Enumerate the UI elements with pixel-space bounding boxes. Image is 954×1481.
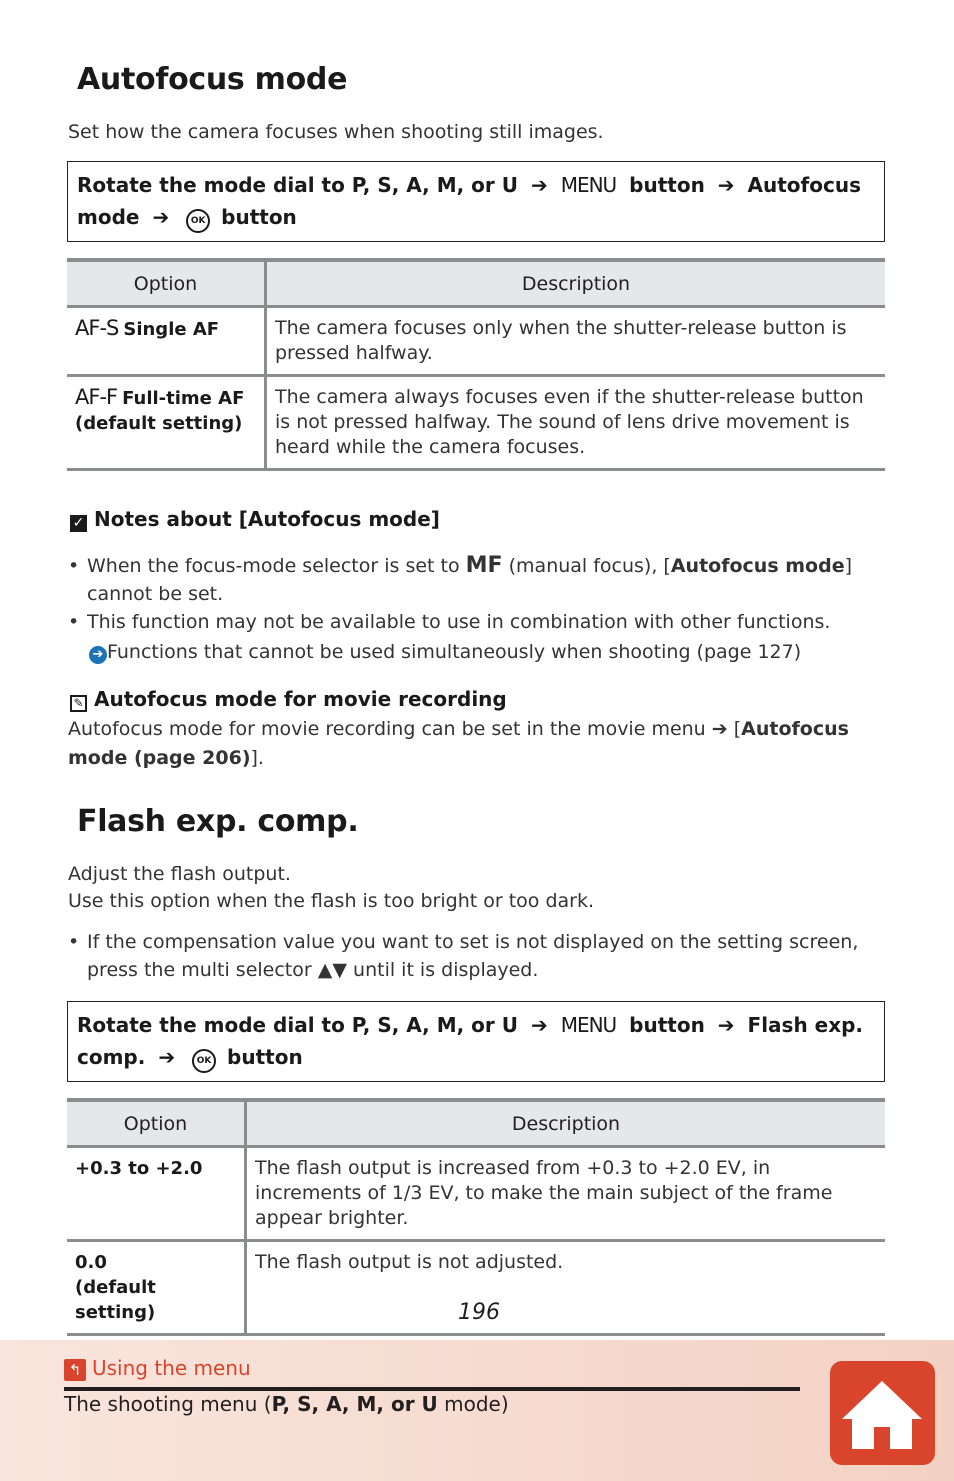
option-cell: 0.0 (default setting) <box>67 1241 246 1335</box>
menu-icon: MENU <box>560 173 617 197</box>
af-s-icon: AF-S <box>75 316 119 340</box>
section-title-autofocus: Autofocus mode <box>77 62 348 97</box>
col-header-description: Description <box>266 260 886 307</box>
back-link[interactable]: ↰ Using the menu <box>64 1356 251 1381</box>
home-icon <box>830 1361 935 1465</box>
multi-selector-up-down-icon: ▲▼ <box>317 959 347 981</box>
cross-reference-link[interactable]: ➔ Functions that cannot be used simultaneously when shooting (page 127) <box>89 638 884 666</box>
option-cell: +0.3 to +2.0 <box>67 1147 246 1241</box>
table-row <box>67 376 885 470</box>
ok-button-icon: OK <box>186 209 210 233</box>
af-f-icon: AF-F <box>75 385 118 409</box>
autofocus-options-table <box>67 258 885 471</box>
movie-text: Autofocus mode for movie recording can be set in the movie menu ➔ [Autofocus mode (page 206)]. <box>68 718 849 769</box>
arrow-right-icon: ➔ <box>530 173 548 197</box>
section-title-flash: Flash exp. comp. <box>77 804 359 839</box>
ok-button-icon: OK <box>192 1049 216 1073</box>
link-arrow-icon: ➔ <box>89 646 107 664</box>
notes-check-icon: ✓ <box>70 515 87 532</box>
flash-intro-2: Use this option when the flash is too bright or too dark. <box>68 890 594 912</box>
col-header-option: Option <box>67 260 266 307</box>
back-icon: ↰ <box>64 1359 86 1381</box>
nav-path-box-flash: Rotate the mode dial to P, S, A, M, or U ➔ MENU button ➔ Flash exp. comp. ➔ OK button <box>67 1001 885 1082</box>
list-item: • When the focus-mode selector is set to MF (manual focus), [Autofocus mode] cannot be set. <box>68 553 853 605</box>
arrow-right-icon: ➔ <box>717 1013 735 1037</box>
arrow-right-icon: ➔ <box>158 1045 176 1069</box>
option-cell: AF-F Full-time AF (default setting) <box>67 376 266 470</box>
table-row <box>67 1147 885 1241</box>
notes-heading: ✓ Notes about [Autofocus mode] <box>70 507 440 532</box>
table-row <box>67 307 885 376</box>
menu-icon: MENU <box>560 1013 617 1037</box>
mode-list: P, S, A, M, or U <box>351 1013 518 1037</box>
description-cell: The camera always focuses even if the shutter-release button is not pressed halfway. The sound of lens drive movement is heard while the camera focuses. <box>266 376 886 470</box>
mf-icon: MF <box>465 553 503 578</box>
nav-end: button <box>221 205 297 229</box>
col-header-description: Description <box>246 1100 886 1147</box>
arrow-right-icon: ➔ <box>152 205 170 229</box>
description-cell: The camera focuses only when the shutter-release button is pressed halfway. <box>266 307 886 376</box>
option-cell: AF-S Single AF <box>67 307 266 376</box>
footer-rule <box>64 1387 800 1391</box>
autofocus-intro: Set how the camera focuses when shooting still images. <box>68 121 604 143</box>
col-header-option: Option <box>67 1100 246 1147</box>
page-number: 196 <box>458 1300 500 1325</box>
home-button[interactable] <box>830 1361 935 1465</box>
arrow-right-icon: ➔ <box>717 173 735 197</box>
nav-prefix: Rotate the mode dial to <box>77 173 345 197</box>
nav-path-box-autofocus <box>67 161 885 242</box>
breadcrumb: The shooting menu (P, S, A, M, or U mode) <box>64 1392 509 1416</box>
arrow-right-icon: ➔ <box>530 1013 548 1037</box>
list-item: • This function may not be available to use in combination with other functions. <box>68 611 831 633</box>
mode-list: P, S, A, M, or U <box>351 173 518 197</box>
nav-mid: button <box>629 173 705 197</box>
flash-intro-1: Adjust the flash output. <box>68 863 291 885</box>
description-cell: The flash output is increased from +0.3 to +2.0 EV, in increments of 1/3 EV, to make the main subject of the frame appear brighter. <box>246 1147 886 1241</box>
pencil-icon: ✎ <box>70 695 87 712</box>
arrow-right-icon: ➔ <box>711 718 728 740</box>
movie-heading: ✎ Autofocus mode for movie recording <box>70 687 507 712</box>
nav-item: Autofocus mode <box>77 173 861 229</box>
list-item: • If the compensation value you want to set is not displayed on the setting screen, press the multi selector ▲▼ until it is displayed. <box>68 931 859 981</box>
description-cell: The flash output is not adjusted. <box>246 1241 886 1335</box>
